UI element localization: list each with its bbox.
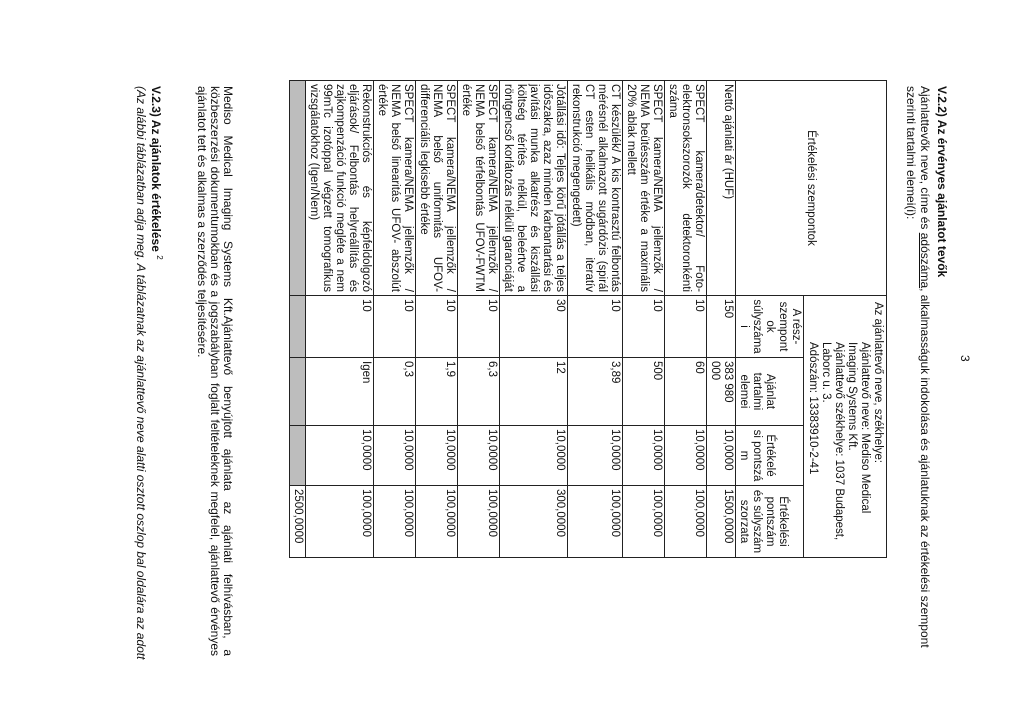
row-score: 10,0000 — [623, 426, 665, 486]
table-row — [458, 81, 500, 558]
header-offer — [804, 296, 887, 558]
row-weight: 10 — [568, 296, 623, 358]
table-row — [568, 81, 623, 558]
total-shaded-cell — [290, 81, 306, 296]
table-row — [500, 81, 568, 558]
row-weighted: 100,0000 — [374, 486, 416, 558]
row-score: 10,0000 — [568, 426, 623, 486]
row-content: 500 — [623, 358, 665, 426]
row-content: 6,3 — [458, 358, 500, 426]
row-content: 12 — [500, 358, 568, 426]
table-row — [374, 81, 416, 558]
row-weight: 10 — [665, 296, 707, 358]
offer-seat: Ajánlattevő székhelye: 1037 Budapest, Laborc u. 3. — [820, 342, 845, 541]
row-score: 10,0000 — [500, 426, 568, 486]
table-row — [623, 81, 665, 558]
row-content: 60 — [665, 358, 707, 426]
row-weight: 10 — [306, 296, 374, 358]
total-shaded-cell — [290, 296, 306, 358]
footnote-mark: 2 — [155, 255, 164, 260]
col-weight-header: A rész-szempont ok súlyszáma i — [736, 296, 804, 358]
offer-tax-number: Adószám: 13383910-2-41 — [807, 342, 819, 475]
offer-details — [806, 302, 871, 551]
row-score: 10,0000 — [416, 426, 458, 486]
table-row — [306, 81, 374, 558]
col-score-header: Értékelé si pontszá m — [736, 426, 804, 486]
row-content: 383 980 000 — [707, 358, 736, 426]
section-intro — [904, 86, 932, 666]
row-weighted: 300,0000 — [500, 486, 568, 558]
header-offer-title: Az ajánlattevő neve, székhelye: — [872, 302, 884, 464]
table-header-row — [804, 81, 887, 558]
row-content: 3,89 — [568, 358, 623, 426]
row-criterion: SPECT kamera/NEMA jellemzők / NEMA belső uniformitás UFOV- differenciális legkisebb értéke — [416, 81, 458, 296]
row-score: 10,0000 — [665, 426, 707, 486]
row-weight: 150 — [707, 296, 736, 358]
row-weighted: 100,0000 — [458, 486, 500, 558]
row-score: 10,0000 — [458, 426, 500, 486]
page-number: 3 — [958, 355, 972, 362]
row-score: 10,0000 — [707, 426, 736, 486]
row-content: 0,3 — [374, 358, 416, 426]
row-criterion: SPECT kamera/NEMA jellemzők / NEMA belső térfelbontás UFOV-FWTM értéke — [458, 81, 500, 296]
evaluation-table — [289, 80, 887, 558]
row-weighted: 100,0000 — [416, 486, 458, 558]
row-weight: 10 — [623, 296, 665, 358]
header-criteria: Értékelési szempontok — [736, 81, 887, 296]
row-weighted: 1500,0000 — [707, 486, 736, 558]
row-criterion: SPECT kamera/detektor/ Foto-elektronsokszorozók detektoronkénti száma — [665, 81, 707, 296]
table-row — [416, 81, 458, 558]
intro-text-before: Ajánlattevők neve, címe és — [918, 86, 932, 233]
row-score: 10,0000 — [306, 426, 374, 486]
row-weighted: 100,0000 — [623, 486, 665, 558]
subsection-title — [149, 86, 164, 260]
col-content-header: Ajánlat tartalmi elemei — [736, 358, 804, 426]
section-title: V.2.2) Az érvényes ajánlatot tevők — [935, 86, 949, 278]
row-weighted: 100,0000 — [568, 486, 623, 558]
subsection-title-text: V.2.3) Az ajánlatok értékelése — [149, 86, 163, 252]
row-weight: 10 — [374, 296, 416, 358]
table-row — [707, 81, 736, 558]
row-criterion: Nettó ajánlati ár (HUF) — [707, 81, 736, 296]
row-criterion: CT készülék/ A kis kontrasztú felbontás mérésnél alkalmazott sugárdózis (spirál CT esten helikális módban, iteratív rekonstrukció megengedett) — [568, 81, 623, 296]
total-value: 2500,0000 — [290, 486, 306, 558]
total-shaded-cell — [290, 426, 306, 486]
table-total-row — [290, 81, 306, 558]
row-criterion: SPECT kamera/NEMA jellemzők / NEMA belső linearitás UFOV- abszolút értéke — [374, 81, 416, 296]
row-criterion: SPECT kamera/NEMA jellemzők / NEMA beütésszám értéke a maximális 20% ablak mellett — [623, 81, 665, 296]
col-weighted-header: Értékelési pontszám és súlyszám szorzata — [736, 486, 804, 558]
row-content: 1,9 — [416, 358, 458, 426]
validity-paragraph: Mediso Medical Imaging Systems Kft.Ajánlattevő benyújtott ajánlata az ajánlati felhívásban, a közbeszerzési dokumentumokban és a jogszabályban foglalt feltételeknek megfelel, ajánlattevő érvényes ajánlatot tett és alkalmas a szerződés teljesítésére. — [195, 86, 235, 656]
intro-text-after: , alkalmasságuk indokolása és ajánlatuknak az értékelési szempont szerinti tartalmi elemei(i): — [904, 86, 932, 648]
row-weight: 10 — [416, 296, 458, 358]
row-weighted: 100,0000 — [306, 486, 374, 558]
row-criterion: Jótállási idő: Teljes körű jótállás a teljes időszakra, azaz minden karbantartási és javítási munka alkatrész és kiszállási költség térítés nélkül, beleértve a röntgencső korlátozás nélküli garanciáját — [500, 81, 568, 296]
row-criterion: Rekonstrukciós és képfeldolgozó eljárások/ Felbontás helyreállítás és zajkompenzáció funkció megléte a nem 99mTc izotóppal végzett tomografikus vizsgálatokhoz (Igen/Nem) — [306, 81, 374, 296]
row-weight: 10 — [458, 296, 500, 358]
subsection-note: (Az alábbi táblázatban adja meg. A táblázatnak az ajánlattevő neve alatti osztott oszlop bal oldalára az adott — [134, 86, 148, 660]
row-score: 10,0000 — [374, 426, 416, 486]
offer-name: Ajánlattevő neve: Mediso Medical Imaging Systems Kft. — [846, 342, 871, 514]
total-shaded-cell — [290, 358, 306, 426]
row-weight: 30 — [500, 296, 568, 358]
table-row — [665, 81, 707, 558]
row-weighted: 100,0000 — [665, 486, 707, 558]
intro-text-underlined: adószáma — [918, 232, 932, 289]
row-content: Igen — [306, 358, 374, 426]
